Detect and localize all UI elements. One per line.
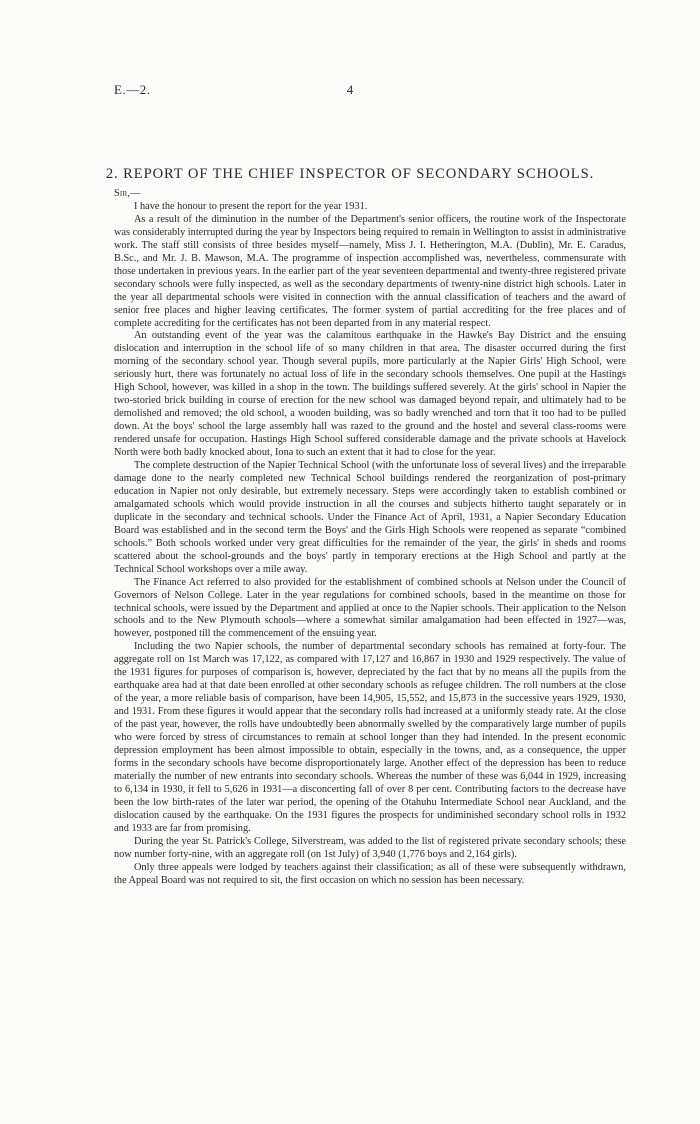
salutation: Sir,— bbox=[114, 188, 141, 199]
paragraph-appeals: Only three appeals were lodged by teachers against their classification; as all of these were subsequently withdrawn, the Appeal Board was not required to sit, the first occasion on which no session has been necessary. bbox=[114, 861, 626, 886]
paragraph-combined-schools: The Finance Act referred to also provided for the establishment of combined schools at Nelson under the Council of Governors of Nelson College. Later in the year regulations for combined schools, based in the meantime on those for technical schools, were issued by the Department and applied at once to the Napier schools. Their application to the Nelson schools and to the New Plymouth schools—where a somewhat similar amalgamation had been effected in 1927—was, however, postponed till the commencement of the ensuing year. bbox=[114, 576, 626, 640]
paragraph-earthquake: An outstanding event of the year was the calamitous earthquake in the Hawke's Bay District and the ensuing dislocation and interruption in the school life of so many children in that area. The disaster occurred during the first morning of the secondary school year. Though several pupils, more particularly at the Napier Girls' High School, were seriously hurt, there was fortunately no actual loss of life in the secondary schools themselves. One pupil at the Hastings High School, however, was killed in a shop in the town. The buildings suffered severely. At the girls' school in Napier the two-storied brick building in course of erection for the new school was damaged beyond repair, and ultimately had to be demolished and removed; the old school, a wooden building, was so badly wrenched and torn that it too had to be pulled down. At the boys' school the large assembly hall was razed to the ground and the hostel and several class-rooms were rendered unsafe for occupation. Hastings High School suffered considerable damage and the private schools at Havelock North were both badly knocked about, Iona to such an extent that it had to close for the year. bbox=[114, 330, 626, 459]
paragraph-registered-schools: During the year St. Patrick's College, Silverstream, was added to the list of registered private secondary schools; these now number forty-nine, with an aggregate roll (on 1st July) of 3,940 (1,776 boys and 2,164 girls). bbox=[114, 835, 626, 860]
paragraph-school-rolls: Including the two Napier schools, the number of departmental secondary schools has remained at forty-four. The aggregate roll on 1st March was 17,122, as compared with 17,127 and 16,867 in 1930 and 1929 respectively. The value of the 1931 figures for purposes of comparison is, however, depreciated by the fact that by no means all the pupils from the earthquake area had at that date been enrolled at other secondary schools as refugee children. The roll numbers at the close of the year, a more reliable basis of comparison, have been 14,905, 15,552, and 15,873 in the successive years 1929, 1930, and 1931. From these figures it would appear that the secondary rolls had increased at a uniformly steady rate. At the close of the past year, however, the rolls have undoubtedly been abnormally swelled by the comparatively large number of pupils who were forced by stress of circumstances to remain at school longer than they had intended. In the present economic depression employment has been almost impossible to obtain, especially in the towns, and, as a consequence, the upper forms in the secondary schools have become disproportionately large. Another effect of the depression has been to reduce materially the number of new entrants into secondary schools. Whereas the number of these was 6,044 in 1929, increasing to 6,134 in 1930, it fell to 5,626 in 1931—a disconcerting fall of over 8 per cent. Contributing factors to the decrease have been the low birth-rates of the later war period, the opening of the Otahuhu Intermediate School near Auckland, and the dislocation caused by the earthquake. On the 1931 figures the prospects for undiminished secondary school rolls in 1932 and 1933 are far from promising. bbox=[114, 641, 626, 834]
paragraph-inspectorate: As a result of the diminution in the number of the Department's senior officers, the routine work of the Inspectorate was considerably interrupted during the year by Inspectors being required to remain in Wellington to assist in administrative work. The staff still consists of three besides myself—namely, Miss J. I. Hetherington, M.A. (Dublin), Mr. E. Caradus, B.Sc., and Mr. J. B. Mawson, M.A. The programme of inspection accomplished was, nevertheless, commensurate with those undertaken in previous years. In the earlier part of the year seventeen departmental and twenty-three registered private secondary schools were fully inspected, as well as the secondary departments of twenty-nine district high schools. Later in the year all departmental schools were visited in connection with the annual classification of teachers and the award of senior free places and higher leaving certificates. The former system of partial accrediting for the free places and of complete accrediting for the certificates has not been departed from in any material respect. bbox=[114, 213, 626, 329]
report-title: 2. REPORT OF THE CHIEF INSPECTOR OF SECONDARY SCHOOLS. bbox=[105, 166, 595, 182]
paragraph-opening: I have the honour to present the report for the year 1931. bbox=[134, 200, 368, 212]
page-reference: E.—2. bbox=[114, 82, 151, 97]
report-body bbox=[114, 188, 626, 887]
page-header bbox=[114, 82, 586, 100]
paragraph-napier-reorganization: The complete destruction of the Napier Technical School (with the unfortunate loss of several lives) and the irreparable damage done to the nearly completed new Technical School buildings rendered the reorganization of post-primary education in Napier not only desirable, but extremely necessary. Steps were accordingly taken to establish combined or amalgamated schools which would provide instruction in all the courses and subjects hitherto taught separately or in duplicate in the secondary and technical schools. Under the Finance Act of April, 1931, a Napier Secondary Education Board was established and in the second term the Boys' and the Girls High Schools were reopened as separate “combined schools.” Both schools worked under very great difficulties for the remainder of the year, the girls' in sheds and rooms scattered about the school-grounds and the boys' partly in temporary erections at the High School and partly at the Technical School workshops over a mile away. bbox=[114, 460, 626, 575]
page-number: 4 bbox=[346, 82, 354, 97]
